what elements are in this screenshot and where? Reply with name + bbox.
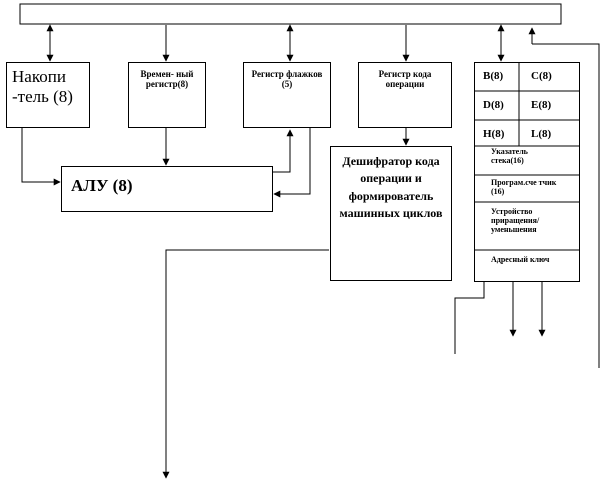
accumulator-label: Накопи -тель (8) — [12, 67, 73, 106]
opcode-register-label: Регистр кода операции — [378, 69, 432, 90]
program-counter-label: Програм.сче тчик (16) — [491, 178, 557, 197]
address-latch-left-line — [455, 282, 484, 354]
flag-register-block — [243, 62, 331, 128]
flags-to-alu-line — [274, 128, 310, 194]
alu-label: АЛУ (8) — [71, 176, 133, 195]
alu-block — [61, 166, 273, 212]
register-c-label: С(8) — [531, 70, 552, 82]
temp-register-block — [128, 62, 206, 128]
register-h-label: H(8) — [483, 128, 505, 140]
accumulator-block — [6, 62, 90, 128]
decoder-label: Дешифратор кода операции и формирователь машинных циклов — [339, 154, 443, 221]
flag-register-label: Регистр флажков (5) — [251, 69, 323, 90]
stack-pointer-label: Указатель стека(16) — [491, 147, 528, 166]
register-d-label: D(8) — [483, 99, 504, 111]
internal-bus — [20, 4, 561, 24]
alu-to-flags-line — [272, 130, 290, 172]
register-file-block — [474, 62, 580, 282]
inc-dec-unit-label: Устройство приращения/ уменьшения — [491, 207, 540, 235]
address-latch-label: Адресный ключ — [491, 255, 550, 264]
register-l-label: L(8) — [531, 128, 552, 140]
temp-register-label: Времен- ный регистр(8) — [140, 69, 194, 90]
register-e-label: E(8) — [531, 99, 552, 111]
decoder-block — [330, 146, 452, 281]
decoder-control-output-line — [166, 250, 329, 478]
opcode-register-block — [358, 62, 452, 128]
accumulator-to-alu-line — [22, 128, 60, 182]
register-b-label: В(8) — [483, 70, 504, 82]
